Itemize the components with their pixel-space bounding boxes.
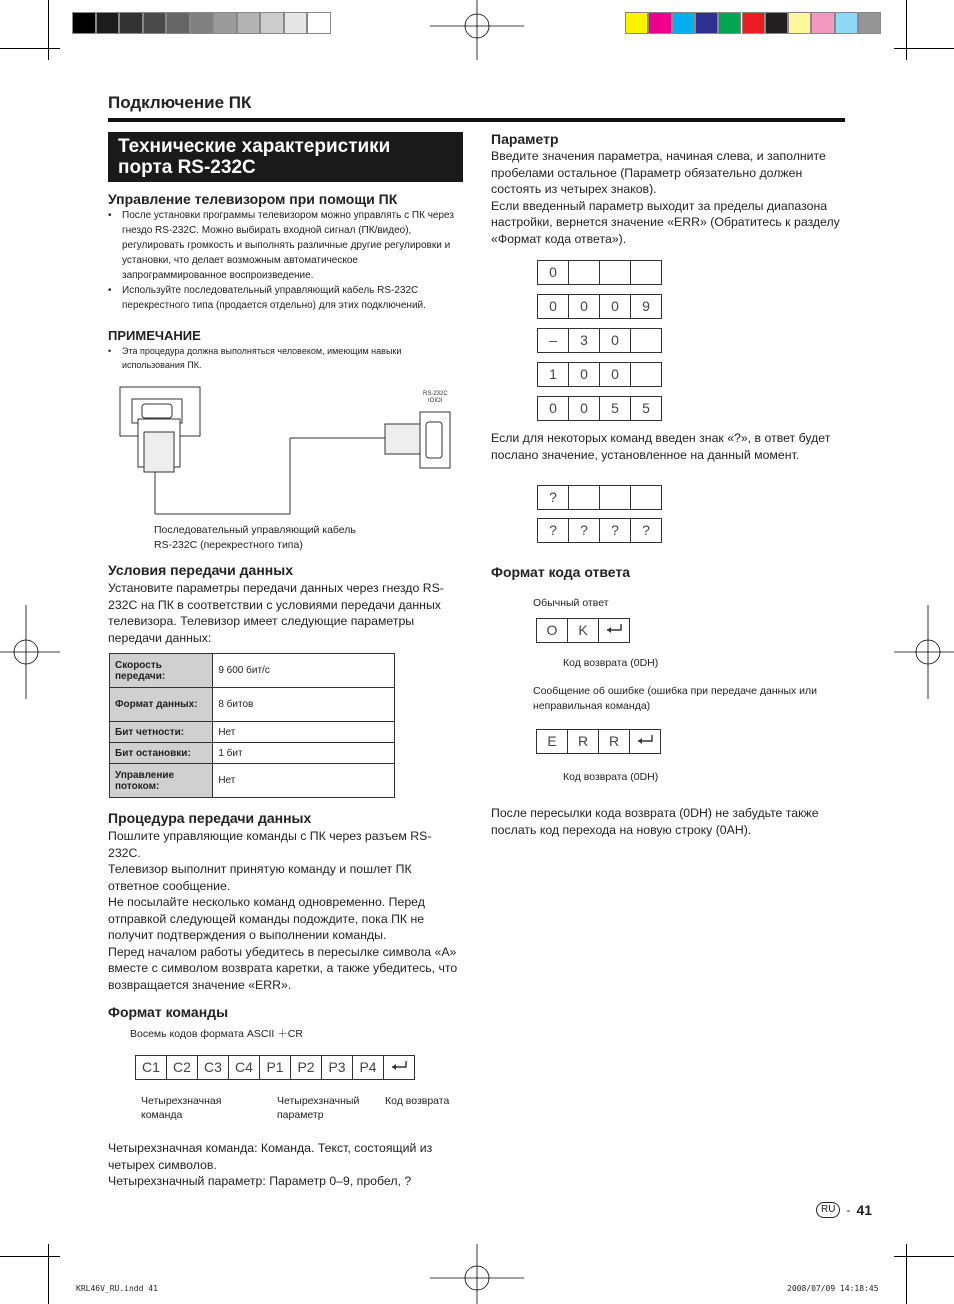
code-cell: P1 [259,1055,291,1080]
code-cell [568,260,600,285]
code-cell: 0 [599,294,631,319]
label-command [141,1094,221,1122]
code-cell [630,362,662,387]
section-title: Подключение ПК [108,93,252,112]
code-cell [599,260,631,285]
normal-response-label: Обычный ответ [533,597,609,609]
procedure-text [108,828,464,993]
code-cell: C2 [166,1055,198,1080]
code-cell: ? [537,485,569,510]
table-key: Управление потоком: [110,764,213,798]
code-cell: R [567,729,599,754]
label-command-2: команда [141,1109,183,1121]
error-response-label: Сообщение об ошибке (ошибка при передаче данных или неправильная команда) [533,685,818,712]
bullet-2: • Используйте последовательный управляющий кабель RS-232C перекрестного типа (продается отдельно) для этих подключений. [108,283,460,313]
example-row [538,260,662,285]
control-bullets [108,208,460,313]
return-code-label-1: Код возврата (0DH) [563,657,659,669]
code-cell: E [536,729,568,754]
code-cell: 9 [630,294,662,319]
table-value: Нет [213,722,395,743]
note-bullet: • Эта процедура должна выполняться человеком, имеющим навыки использования ПК. [108,344,438,372]
cable-caption [154,523,356,553]
control-heading: Управление телевизором при помощи ПК [108,191,398,207]
code-cell [630,485,662,510]
language-badge: RU [816,1202,840,1218]
main-title-line2: порта RS-232C [118,157,256,178]
table-value: 9 600 бит/с [213,654,395,688]
ok-response-cells [537,618,630,643]
format-definitions [108,1140,458,1190]
return-key-icon [383,1055,415,1080]
code-cell: 0 [568,362,600,387]
code-cell: 5 [630,396,662,421]
table-key: Формат данных: [110,688,213,722]
footer-file: KRL46V_RU.indd 41 [76,1284,158,1293]
table-row [110,722,395,743]
code-cell [630,328,662,353]
table-row [110,688,395,722]
procedure-p3: Не посылайте несколько команд одновременно. Перед отправкой следующей команды подождите, пока ПК не получит подтверждения о выполнении команды. [108,895,425,942]
code-cell: 1 [537,362,569,387]
format-heading: Формат команды [108,1004,229,1020]
page-number: 41 [856,1202,873,1218]
error-response-cells [537,729,661,754]
transmission-table [109,653,395,798]
code-cell: P2 [290,1055,322,1080]
code-cell: ? [568,518,600,543]
code-cell: 0 [599,328,631,353]
footer-date: 2008/07/09 14:18:45 [787,1284,879,1293]
main-title-line1: Технические характеристики [118,136,391,157]
code-cell: C1 [135,1055,167,1080]
format-subtitle: Восемь кодов формата ASCII ＋CR [130,1028,303,1040]
example-row [538,485,662,510]
response-heading: Формат кода ответа [491,564,631,580]
param-heading: Параметр [491,131,559,147]
return-code-label-2: Код возврата (0DH) [563,771,659,783]
code-cell: 0 [537,396,569,421]
question-examples [538,485,662,551]
procedure-p4: Перед началом работы убедитесь в пересылке символа «A» вместе с символом возврата каретки, а также убедитесь, что возвращается значение «ERR». [108,944,458,992]
procedure-p2: Телевизор выполнит принятую команду и пошлет ПК ответное сообщение. [108,862,412,893]
code-cell: 0 [568,396,600,421]
example-row [538,518,662,543]
connection-diagram [110,384,460,524]
cable-caption-2: RS-232C (перекрестного типа) [154,539,303,551]
code-cell: C3 [197,1055,229,1080]
final-note: После пересылки кода возврата (0DH) не забудьте также послать код перехода на новую строку (0AH). [491,806,819,837]
code-cell: 5 [599,396,631,421]
table-row [110,764,395,798]
code-cell: P3 [321,1055,353,1080]
code-cell: C4 [228,1055,260,1080]
code-cell: 0 [568,294,600,319]
definition-command: Четырехзначная команда: Команда. Текст, состоящий из четырех символов. [108,1141,433,1172]
parameter-examples [538,260,662,430]
example-row [538,328,662,353]
code-cell: ? [630,518,662,543]
question-text: Если для некоторых команд введен знак «?», в ответ будет послано значение, установленное на данный момент. [491,431,831,462]
definition-parameter: Четырехзначный параметр: Параметр 0–9, пробел, ? [108,1174,412,1188]
label-parameter-2: параметр [277,1109,324,1121]
label-return-code: Код возврата [385,1095,450,1107]
return-key-icon [629,729,661,754]
code-cell: ? [537,518,569,543]
label-command-1: Четырехзначная [141,1095,222,1107]
code-cell: 0 [537,294,569,319]
cable-caption-1: Последовательный управляющий кабель [154,524,356,536]
code-cell [568,485,600,510]
param-text-1: Введите значения параметра, начиная слева, и заполните пробелами остальное (Параметр обязательно должен состоять из четырех знаков). [491,149,826,196]
note-heading: ПРИМЕЧАНИЕ [108,328,201,343]
table-key: Скорость передачи: [110,654,213,688]
header-rule [108,118,845,122]
conditions-heading: Условия передачи данных [108,562,294,578]
table-value: Нет [213,764,395,798]
table-row [110,654,395,688]
example-row [538,396,662,421]
main-title [108,132,463,182]
param-text [491,148,845,247]
code-cell: P4 [352,1055,384,1080]
note-text [108,344,438,372]
port-glyph: IOIOI [428,398,443,404]
rs232c-label: RS-232C [423,391,448,397]
code-cell: O [536,618,568,643]
example-row [538,294,662,319]
conditions-text: Установите параметры передачи данных через гнездо RS-232C на ПК в соответствии с условиями передачи данных телевизора. Телевизор имеет следующие параметры передачи данных: [108,581,444,645]
example-row [538,362,662,387]
param-text-2: Если введенный параметр выходит за пределы диапазона настройки, вернется значение «ERR» (Обратитесь к разделу «Формат кода ответа»). [491,198,840,246]
code-cell: 3 [568,328,600,353]
tv-plug [385,424,420,454]
table-value: 1 бит [213,743,395,764]
return-key-icon [598,618,630,643]
page-number-area: RU - 41 [816,1202,872,1218]
code-cell: 0 [537,260,569,285]
table-value: 8 битов [213,688,395,722]
code-cell: ? [599,518,631,543]
code-cell: K [567,618,599,643]
label-parameter-1: Четырехзначный [277,1095,360,1107]
code-cell [599,485,631,510]
procedure-heading: Процедура передачи данных [108,810,312,826]
procedure-p1: Пошлите управляющие команды с ПК через разъем RS-232C. [108,829,432,860]
bullet-1: • После установки программы телевизором можно управлять с ПК через гнездо RS-232C. Можно выбирать входной сигнал (ПК/видео), регулировать громкость и выполнять различные другие регулировки и установки, что делает возможным автоматическое запрограммированное воспроизведение. [108,208,460,283]
code-cell: R [598,729,630,754]
code-cell: 0 [599,362,631,387]
table-row [110,743,395,764]
table-key: Бит четности: [110,722,213,743]
table-key: Бит остановки: [110,743,213,764]
code-cell [630,260,662,285]
label-parameter [277,1094,359,1122]
code-cell: – [537,328,569,353]
command-format-cells [136,1055,415,1080]
